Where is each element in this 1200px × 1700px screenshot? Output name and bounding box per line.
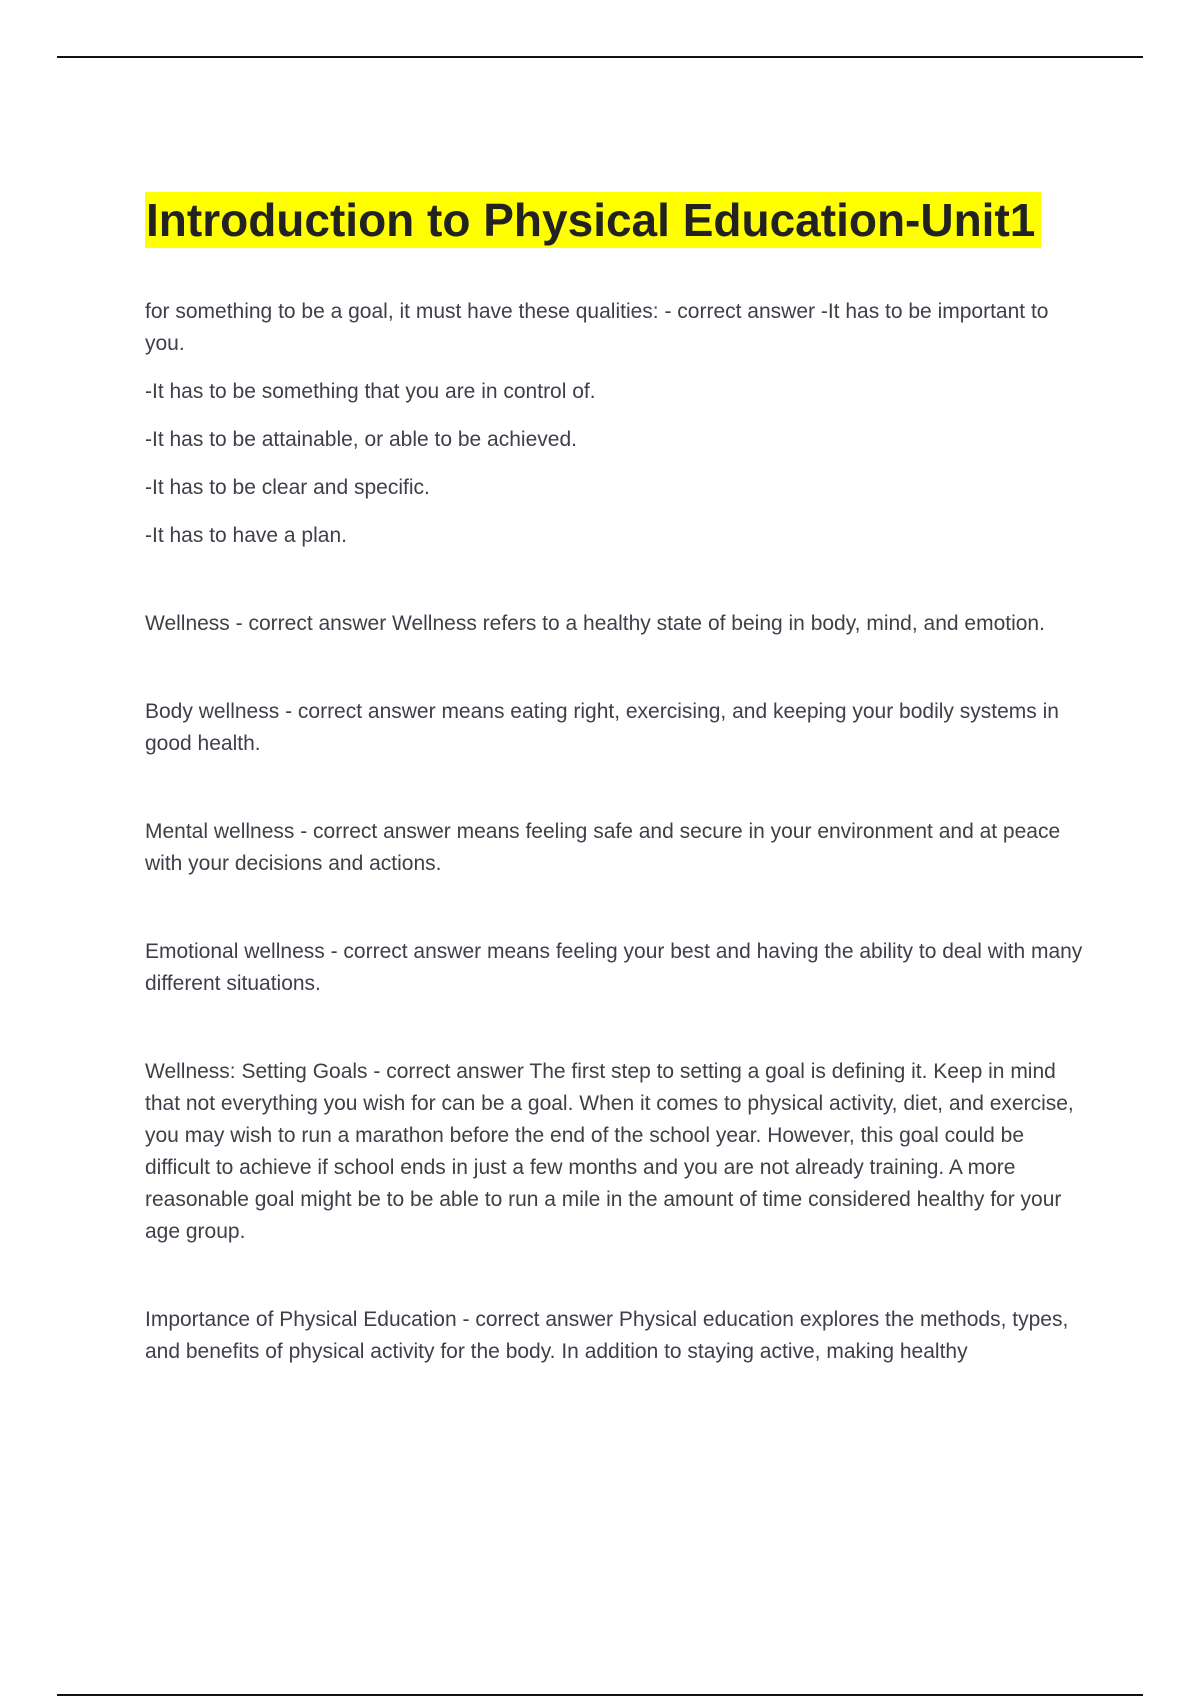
qa-entry-setting-goals bbox=[145, 1056, 1090, 1248]
qa-entry-goal-qualities bbox=[145, 296, 1090, 552]
entry-paragraph: Body wellness - correct answer means eating right, exercising, and keeping your bodily systems in good health. bbox=[145, 700, 1059, 755]
entry-paragraph: -It has to have a plan. bbox=[145, 524, 347, 547]
qa-entry-body-wellness bbox=[145, 696, 1090, 760]
entry-paragraph: -It has to be clear and specific. bbox=[145, 476, 430, 499]
entry-paragraph: Wellness - correct answer Wellness refers to a healthy state of being in body, mind, and emotion. bbox=[145, 612, 1045, 635]
document-title: Introduction to Physical Education-Unit1 bbox=[145, 192, 1041, 248]
entry-paragraph: -It has to be attainable, or able to be achieved. bbox=[145, 428, 577, 451]
entry-paragraph: -It has to be something that you are in control of. bbox=[145, 380, 596, 403]
document-body bbox=[145, 192, 1090, 1368]
entry-paragraph: Mental wellness - correct answer means feeling safe and secure in your environment and at peace with your decisions and actions. bbox=[145, 820, 1061, 875]
qa-entry-importance-of-pe bbox=[145, 1304, 1090, 1368]
bottom-rule bbox=[57, 1694, 1143, 1696]
top-rule bbox=[57, 56, 1143, 58]
entry-paragraph: Wellness: Setting Goals - correct answer The first step to setting a goal is defining it. Keep in mind that not everything you wish for can be a goal. When it comes to physical activity, diet, and exercise, you may wish to run a marathon before the end of the school year. However, this goal could be difficult to achieve if school ends in just a few months and you are not already training. A more reasonable goal might be to be able to run a mile in the amount of time considered healthy for your age group. bbox=[145, 1060, 1074, 1243]
qa-entry-mental-wellness bbox=[145, 816, 1090, 880]
entry-paragraph: for something to be a goal, it must have these qualities: - correct answer -It has to be important to you. bbox=[145, 300, 1049, 355]
qa-entry-wellness bbox=[145, 608, 1090, 640]
entry-paragraph: Emotional wellness - correct answer means feeling your best and having the ability to deal with many different situations. bbox=[145, 940, 1083, 995]
qa-entry-emotional-wellness bbox=[145, 936, 1090, 1000]
entry-paragraph: Importance of Physical Education - correct answer Physical education explores the methods, types, and benefits of physical activity for the body. In addition to staying active, making healthy bbox=[145, 1308, 1069, 1363]
